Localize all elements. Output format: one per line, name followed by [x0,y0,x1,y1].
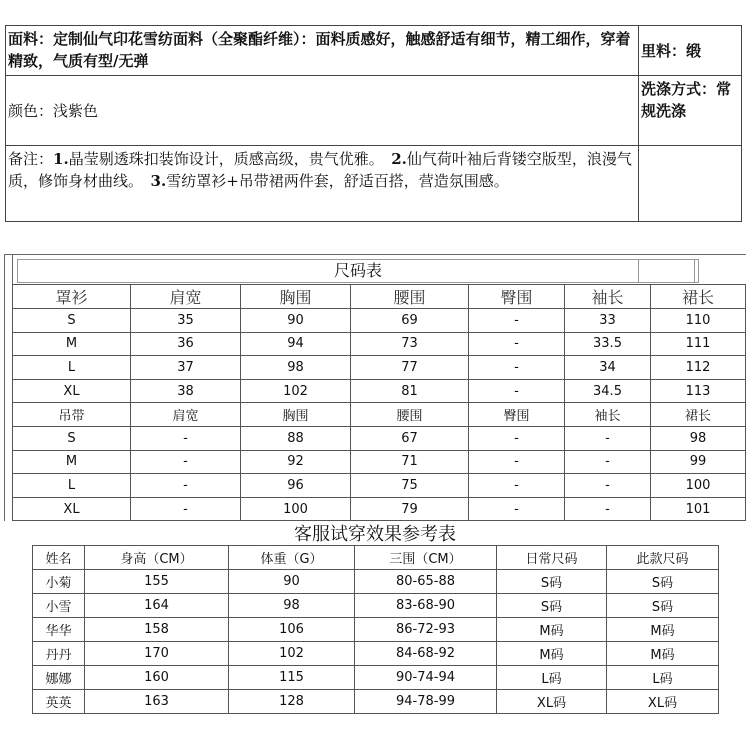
fitting-row-cell-2: 115 [229,666,355,690]
size-top-row-cell-3: 73 [351,332,469,356]
size-top-row-cell-1: 37 [131,356,241,380]
size-top-header-row-cell-5: 袖长 [565,285,651,309]
size-top-row-cell-2: 98 [241,356,351,380]
fitting-row-cell-5: L码 [607,666,719,690]
size-top-row-cell-4: - [469,332,565,356]
fitting-row [33,642,719,666]
note2-text: 仙气荷叶袖后背镂空版型，浪漫气质，修饰身材曲线。 [8,150,632,190]
size-bottom-header-row-cell-2: 胸围 [241,403,351,427]
fitting-row-cell-0: 小菊 [33,570,85,594]
size-bottom-header-row-cell-3: 腰围 [351,403,469,427]
size-top-row [13,309,746,333]
fitting-row [33,690,719,714]
fitting-table [32,545,719,714]
size-top-row-cell-1: 36 [131,332,241,356]
size-bottom-row-cell-2: 100 [241,497,351,521]
fitting-row [33,618,719,642]
size-top-header-row-cell-4: 臀围 [469,285,565,309]
size-bottom-row-cell-4: - [469,426,565,450]
size-top-header-row-cell-0: 罩衫 [13,285,131,309]
fitting-row-cell-2: 90 [229,570,355,594]
size-bottom-header-row-cell-4: 臀围 [469,403,565,427]
size-bottom-row-cell-2: 96 [241,474,351,498]
size-table-title-row [17,259,699,283]
fitting-row [33,594,719,618]
size-top-header-row-cell-1: 肩宽 [131,285,241,309]
fitting-row-cell-5: M码 [607,618,719,642]
size-top-row-cell-4: - [469,309,565,333]
fitting-row-cell-4: M码 [497,642,607,666]
size-top-row-cell-4: - [469,379,565,403]
size-bottom-row-cell-2: 88 [241,426,351,450]
size-bottom-row-cell-3: 79 [351,497,469,521]
size-top-row-cell-0: M [13,332,131,356]
size-top-header-row-cell-2: 胸围 [241,285,351,309]
size-bottom-row-cell-0: L [13,474,131,498]
size-top-row-cell-6: 110 [651,309,746,333]
size-bottom-row-cell-4: - [469,474,565,498]
size-bottom-row-cell-5: - [565,497,651,521]
size-top-row-cell-0: L [13,356,131,380]
fitting-row-cell-2: 128 [229,690,355,714]
color-cell [6,76,639,146]
note1-num: 1. [53,150,69,168]
fitting-row-cell-1: 155 [85,570,229,594]
fitting-row-cell-2: 98 [229,594,355,618]
size-bottom-header-row-cell-6: 裙长 [651,403,746,427]
fitting-header-row [33,546,719,570]
size-top-row [13,356,746,380]
size-top-row [13,379,746,403]
size-table-title: 尺码表 [333,261,382,280]
size-bottom-row-cell-6: 101 [651,497,746,521]
fitting-row-cell-3: 83-68-90 [355,594,497,618]
size-top-row-cell-2: 102 [241,379,351,403]
fitting-row-cell-0: 英英 [33,690,85,714]
notes-cell [6,146,639,222]
fitting-row-cell-3: 86-72-93 [355,618,497,642]
size-bottom-header-row [13,403,746,427]
size-top-row-cell-1: 38 [131,379,241,403]
fitting-header-row-cell-3: 三围（CM） [355,546,497,570]
size-top-row-cell-5: 34.5 [565,379,651,403]
fitting-row-cell-0: 丹丹 [33,642,85,666]
fitting-row-cell-0: 华华 [33,618,85,642]
size-bottom-row [13,474,746,498]
fitting-row [33,666,719,690]
size-top-row-cell-4: - [469,356,565,380]
size-bottom-row-cell-4: - [469,497,565,521]
size-top-row [13,332,746,356]
fitting-row-cell-1: 164 [85,594,229,618]
size-top-row-cell-2: 94 [241,332,351,356]
fitting-row-cell-3: 94-78-99 [355,690,497,714]
size-bottom-row-cell-3: 75 [351,474,469,498]
fitting-row-cell-3: 80-65-88 [355,570,497,594]
size-title-empty-cell [638,260,693,282]
size-bottom-row-cell-3: 67 [351,426,469,450]
notes-prefix: 备注： [8,150,54,168]
fitting-header-row-cell-5: 此款尺码 [607,546,719,570]
size-top-header-row [13,285,746,309]
fitting-row-cell-1: 163 [85,690,229,714]
size-bottom-row [13,426,746,450]
size-bottom-row-cell-1: - [131,426,241,450]
fitting-row-cell-4: XL码 [497,690,607,714]
lining-text: 里料：缎 [641,41,702,60]
size-top-row-cell-0: S [13,309,131,333]
fitting-row-cell-5: M码 [607,642,719,666]
fitting-row-cell-2: 102 [229,642,355,666]
size-top-row-cell-2: 90 [241,309,351,333]
size-bottom-row-cell-0: S [13,426,131,450]
size-top-row-cell-1: 35 [131,309,241,333]
size-bottom-row [13,497,746,521]
size-top-row-cell-6: 113 [651,379,746,403]
size-bottom-header-row-cell-1: 肩宽 [131,403,241,427]
fabric-text: 面料：定制仙气印花雪纺面料（全聚酯纤维）：面料质感好，触感舒适有细节，精工细作，穿着精致，气质有型/无弹 [8,30,631,70]
fitting-row-cell-3: 84-68-92 [355,642,497,666]
fitting-header-row-cell-2: 体重（G） [229,546,355,570]
fitting-row-cell-1: 170 [85,642,229,666]
size-top-row-cell-5: 33 [565,309,651,333]
fabric-cell [6,26,639,76]
lining-cell [639,26,742,76]
size-top-row-cell-5: 34 [565,356,651,380]
size-bottom-header-row-cell-0: 吊带 [13,403,131,427]
size-bottom-row-cell-0: XL [13,497,131,521]
size-top-row-cell-3: 69 [351,309,469,333]
color-text: 颜色：浅紫色 [8,101,99,120]
fitting-row-cell-4: S码 [497,594,607,618]
fitting-table-title: 客服试穿效果参考表 [294,524,456,545]
fitting-row-cell-4: S码 [497,570,607,594]
size-bottom-row-cell-5: - [565,450,651,474]
fitting-row-cell-2: 106 [229,618,355,642]
size-table [12,284,746,521]
size-top-row-cell-5: 33.5 [565,332,651,356]
size-top-row-cell-3: 77 [351,356,469,380]
note3-text: 雪纺罩衫+吊带裙两件套，舒适百搭，营造氛围感。 [166,172,509,190]
size-bottom-row-cell-3: 71 [351,450,469,474]
product-info-table [5,25,742,222]
fitting-row-cell-0: 娜娜 [33,666,85,690]
size-bottom-header-row-cell-5: 袖长 [565,403,651,427]
size-top-header-row-cell-6: 裙长 [651,285,746,309]
size-bottom-row-cell-6: 100 [651,474,746,498]
note3-num: 3. [150,172,167,190]
size-bottom-row-cell-1: - [131,497,241,521]
fitting-row-cell-1: 160 [85,666,229,690]
size-top-row-cell-6: 112 [651,356,746,380]
wash-cell [639,76,742,146]
size-bottom-row-cell-1: - [131,450,241,474]
size-title-empty-cell [694,260,750,282]
fitting-header-row-cell-0: 姓名 [33,546,85,570]
size-top-row-cell-3: 81 [351,379,469,403]
size-bottom-row-cell-6: 98 [651,426,746,450]
notes-empty-cell [639,146,742,222]
fitting-row-cell-4: M码 [497,618,607,642]
size-bottom-row-cell-2: 92 [241,450,351,474]
fitting-header-row-cell-4: 日常尺码 [497,546,607,570]
fitting-row [33,570,719,594]
fitting-row-cell-3: 90-74-94 [355,666,497,690]
size-bottom-row-cell-1: - [131,474,241,498]
size-bottom-row-cell-6: 99 [651,450,746,474]
wash-text: 洗涤方式：常规洗涤 [641,80,732,120]
size-top-header-row-cell-3: 腰围 [351,285,469,309]
size-bottom-row [13,450,746,474]
size-bottom-row-cell-0: M [13,450,131,474]
fitting-row-cell-1: 158 [85,618,229,642]
size-bottom-row-cell-4: - [469,450,565,474]
note2-num: 2. [391,150,407,168]
fitting-header-row-cell-1: 身高（CM） [85,546,229,570]
note1-text: 晶莹剔透珠扣装饰设计，质感高级，贵气优雅。 [68,150,377,168]
fitting-row-cell-4: L码 [497,666,607,690]
size-bottom-row-cell-5: - [565,474,651,498]
fitting-row-cell-0: 小雪 [33,594,85,618]
fitting-row-cell-5: XL码 [607,690,719,714]
fitting-row-cell-5: S码 [607,594,719,618]
fitting-row-cell-5: S码 [607,570,719,594]
size-top-row-cell-0: XL [13,379,131,403]
size-bottom-row-cell-5: - [565,426,651,450]
size-top-row-cell-6: 111 [651,332,746,356]
